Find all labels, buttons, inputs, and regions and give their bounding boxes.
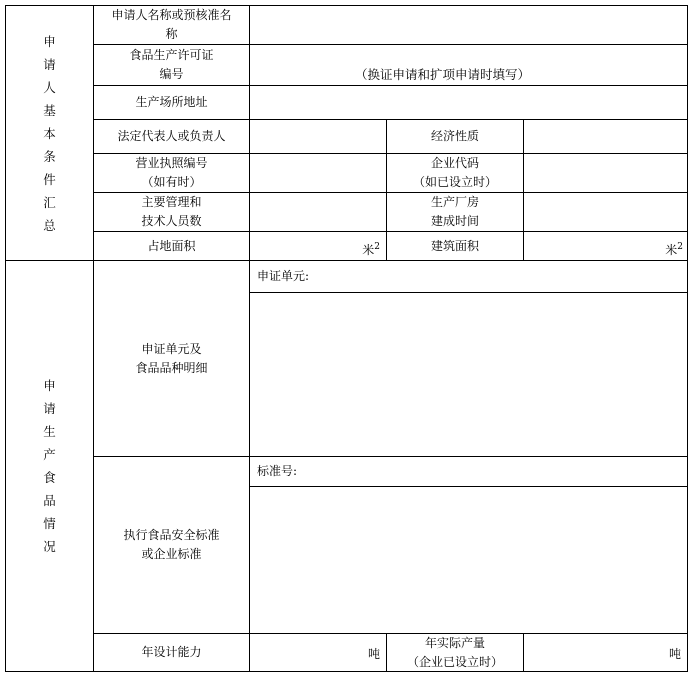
land-area-label bbox=[94, 232, 249, 260]
plant-time-field[interactable] bbox=[524, 193, 687, 231]
legal-rep-label bbox=[94, 120, 249, 153]
actual-output-label bbox=[387, 634, 523, 671]
license-note: （换证申请和扩项申请时填写） bbox=[355, 67, 531, 82]
staff-label bbox=[94, 193, 249, 231]
building-area-label bbox=[387, 232, 523, 260]
plant-time-label-line2: 建成时间 bbox=[430, 214, 479, 228]
design-capacity-field[interactable] bbox=[250, 634, 386, 671]
actual-output-field[interactable] bbox=[524, 634, 687, 671]
applicant-name-label-line2: 称 bbox=[165, 27, 178, 41]
license-label bbox=[94, 45, 249, 85]
plant-time-label-line1: 生产厂房 bbox=[430, 195, 479, 209]
standard-field-header bbox=[250, 457, 687, 486]
land-area-label-text: 占地面积 bbox=[147, 238, 196, 253]
business-license-label-line2: （如有时） bbox=[141, 175, 202, 189]
plant-time-label bbox=[387, 193, 523, 231]
actual-output-label-line1: 年实际产量 bbox=[424, 635, 485, 650]
standard-field-label: 标准号: bbox=[257, 464, 298, 478]
business-license-label bbox=[94, 154, 249, 192]
address-label bbox=[94, 86, 249, 119]
building-area-field[interactable] bbox=[524, 232, 687, 260]
design-capacity-unit: 吨 bbox=[367, 647, 380, 661]
enterprise-code-field[interactable] bbox=[524, 154, 687, 192]
address-field[interactable] bbox=[250, 86, 687, 119]
staff-label-line1: 主要管理和 bbox=[141, 195, 202, 209]
section2-title bbox=[6, 261, 93, 671]
unit-detail-label-line2: 食品品种明细 bbox=[135, 360, 208, 375]
actual-output-label-line2: （企业已设立时） bbox=[406, 654, 503, 669]
section1-title-text: 申请人基本条件汇总 bbox=[43, 33, 56, 233]
license-label-line2: 编号 bbox=[159, 67, 184, 81]
business-license-field[interactable] bbox=[250, 154, 386, 192]
economic-nature-label bbox=[387, 120, 523, 153]
license-label-line1: 食品生产许可证 bbox=[129, 48, 214, 62]
actual-output-unit: 吨 bbox=[668, 647, 681, 661]
land-area-unit bbox=[362, 238, 380, 260]
applicant-name-field[interactable] bbox=[250, 6, 687, 44]
land-area-unit-sup: 2 bbox=[374, 242, 380, 252]
standard-label bbox=[94, 457, 249, 633]
legal-rep-label-text: 法定代表人或负责人 bbox=[117, 129, 226, 143]
applicant-name-label bbox=[94, 6, 249, 44]
applicant-name-label-line1: 申请人名称或预核准名 bbox=[111, 8, 232, 22]
unit-detail-label bbox=[94, 261, 249, 456]
standard-label-line2: 或企业标准 bbox=[141, 547, 202, 561]
land-area-unit-text: 米 bbox=[362, 243, 375, 257]
border-right bbox=[687, 5, 688, 672]
enterprise-code-label bbox=[387, 154, 523, 192]
business-license-label-line1: 营业执照编号 bbox=[135, 156, 208, 170]
unit-field-header bbox=[250, 261, 687, 292]
legal-rep-field[interactable] bbox=[250, 120, 386, 153]
license-field[interactable] bbox=[250, 45, 687, 85]
staff-label-line2: 技术人员数 bbox=[141, 214, 202, 228]
section2-title-text: 申请生产食品情况 bbox=[43, 378, 56, 554]
section1-title bbox=[6, 6, 93, 260]
economic-nature-label-text: 经济性质 bbox=[430, 129, 479, 143]
border-bottom bbox=[5, 671, 688, 672]
enterprise-code-label-line2: （如已设立时） bbox=[412, 175, 497, 189]
staff-field[interactable] bbox=[250, 193, 386, 231]
economic-nature-field[interactable] bbox=[524, 120, 687, 153]
building-area-unit-sup: 2 bbox=[677, 242, 683, 252]
standard-label-line1: 执行食品安全标准 bbox=[123, 528, 220, 542]
building-area-unit bbox=[665, 238, 683, 260]
standard-field-area[interactable] bbox=[250, 487, 687, 633]
land-area-field[interactable] bbox=[250, 232, 386, 260]
design-capacity-label-text: 年设计能力 bbox=[141, 645, 202, 659]
unit-detail-label-line1: 申证单元及 bbox=[141, 341, 202, 356]
address-label-text: 生产场所地址 bbox=[135, 95, 208, 109]
unit-field-area[interactable] bbox=[250, 293, 687, 456]
building-area-label-text: 建筑面积 bbox=[430, 238, 479, 253]
building-area-unit-text: 米 bbox=[665, 243, 678, 257]
unit-field-label: 申证单元: bbox=[257, 269, 310, 283]
enterprise-code-label-line1: 企业代码 bbox=[430, 156, 479, 170]
design-capacity-label bbox=[94, 634, 249, 671]
